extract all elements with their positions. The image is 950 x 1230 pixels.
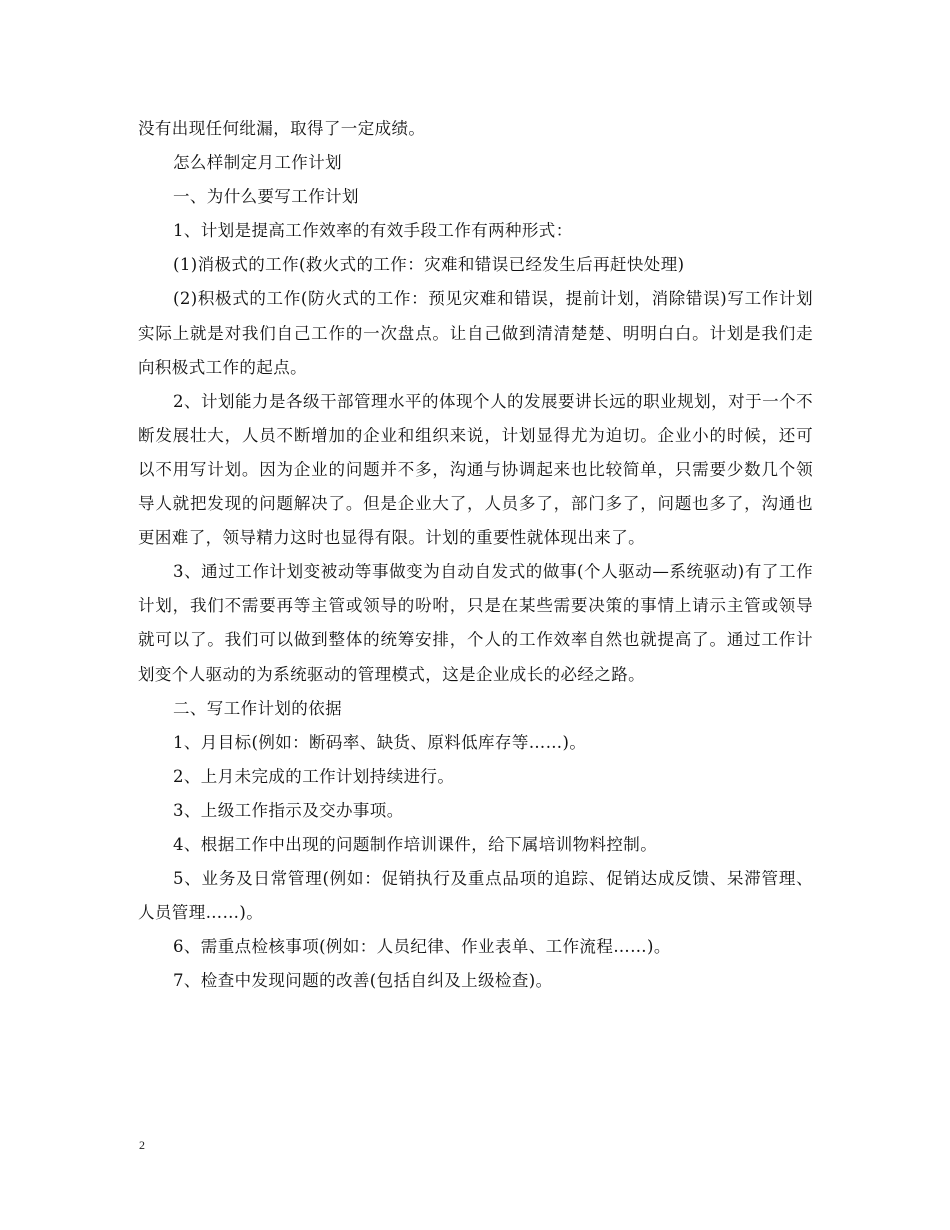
- section-heading-1: 一、为什么要写工作计划: [173, 187, 359, 207]
- list-item: 4、根据工作中出现的问题制作培训课件，给下属培训物料控制。: [173, 834, 658, 854]
- list-item: 5、业务及日常管理(例如：促销执行及重点品项的追踪、促销达成反馈、呆滞管理、人员管理……)。: [138, 869, 813, 923]
- page-number: 2: [139, 1138, 145, 1152]
- document-body: [138, 112, 813, 998]
- list-item: 7、检查中发现问题的改善(包括自纠及上级检查)。: [173, 971, 553, 991]
- paragraph-title: 怎么样制定月工作计划: [173, 153, 342, 173]
- list-item: (1)消极式的工作(救火式的工作：灾难和错误已经发生后再赶快处理): [173, 255, 685, 275]
- list-item: 6、需重点检核事项(例如：人员纪律、作业表单、工作流程……)。: [173, 937, 671, 957]
- list-item: 2、计划能力是各级干部管理水平的体现个人的发展要讲长远的职业规划，对于一个不断发展壮大，人员不断增加的企业和组织来说，计划显得尤为迫切。企业小的时候，还可以不用写计划。因为企业的问题并不多，沟通与协调起来也比较简单，只需要少数几个领导人就把发现的问题解决了。但是企业大了，人员多了，部门多了，问题也多了，沟通也更困难了，领导精力这时也显得有限。计划的重要性就体现出来了。: [138, 391, 813, 548]
- list-item: 3、上级工作指示及交办事项。: [173, 800, 404, 820]
- list-item: 3、通过工作计划变被动等事做变为自动自发式的做事(个人驱动—系统驱动)有了工作计划，我们不需要再等主管或领导的吩咐，只是在某些需要决策的事情上请示主管或领导就可以了。我们可以做到整体的统筹安排，个人的工作效率自然也就提高了。通过工作计划变个人驱动的为系统驱动的管理模式，这是企业成长的必经之路。: [138, 562, 813, 684]
- list-item: 1、计划是提高工作效率的有效手段工作有两种形式：: [173, 221, 573, 241]
- paragraph-continuation: 没有出现任何纰漏，取得了一定成绩。: [138, 119, 426, 138]
- list-item: 1、月目标(例如：断码率、缺货、原料低库存等……)。: [173, 732, 587, 752]
- list-item: 2、上月未完成的工作计划持续进行。: [173, 766, 455, 786]
- list-item: (2)积极式的工作(防火式的工作：预见灾难和错误，提前计划，消除错误)写工作计划实际上就是对我们自己工作的一次盘点。让自己做到清清楚楚、明明白白。计划是我们走向积极式工作的起点。: [138, 289, 813, 377]
- section-heading-2: 二、写工作计划的依据: [173, 698, 342, 718]
